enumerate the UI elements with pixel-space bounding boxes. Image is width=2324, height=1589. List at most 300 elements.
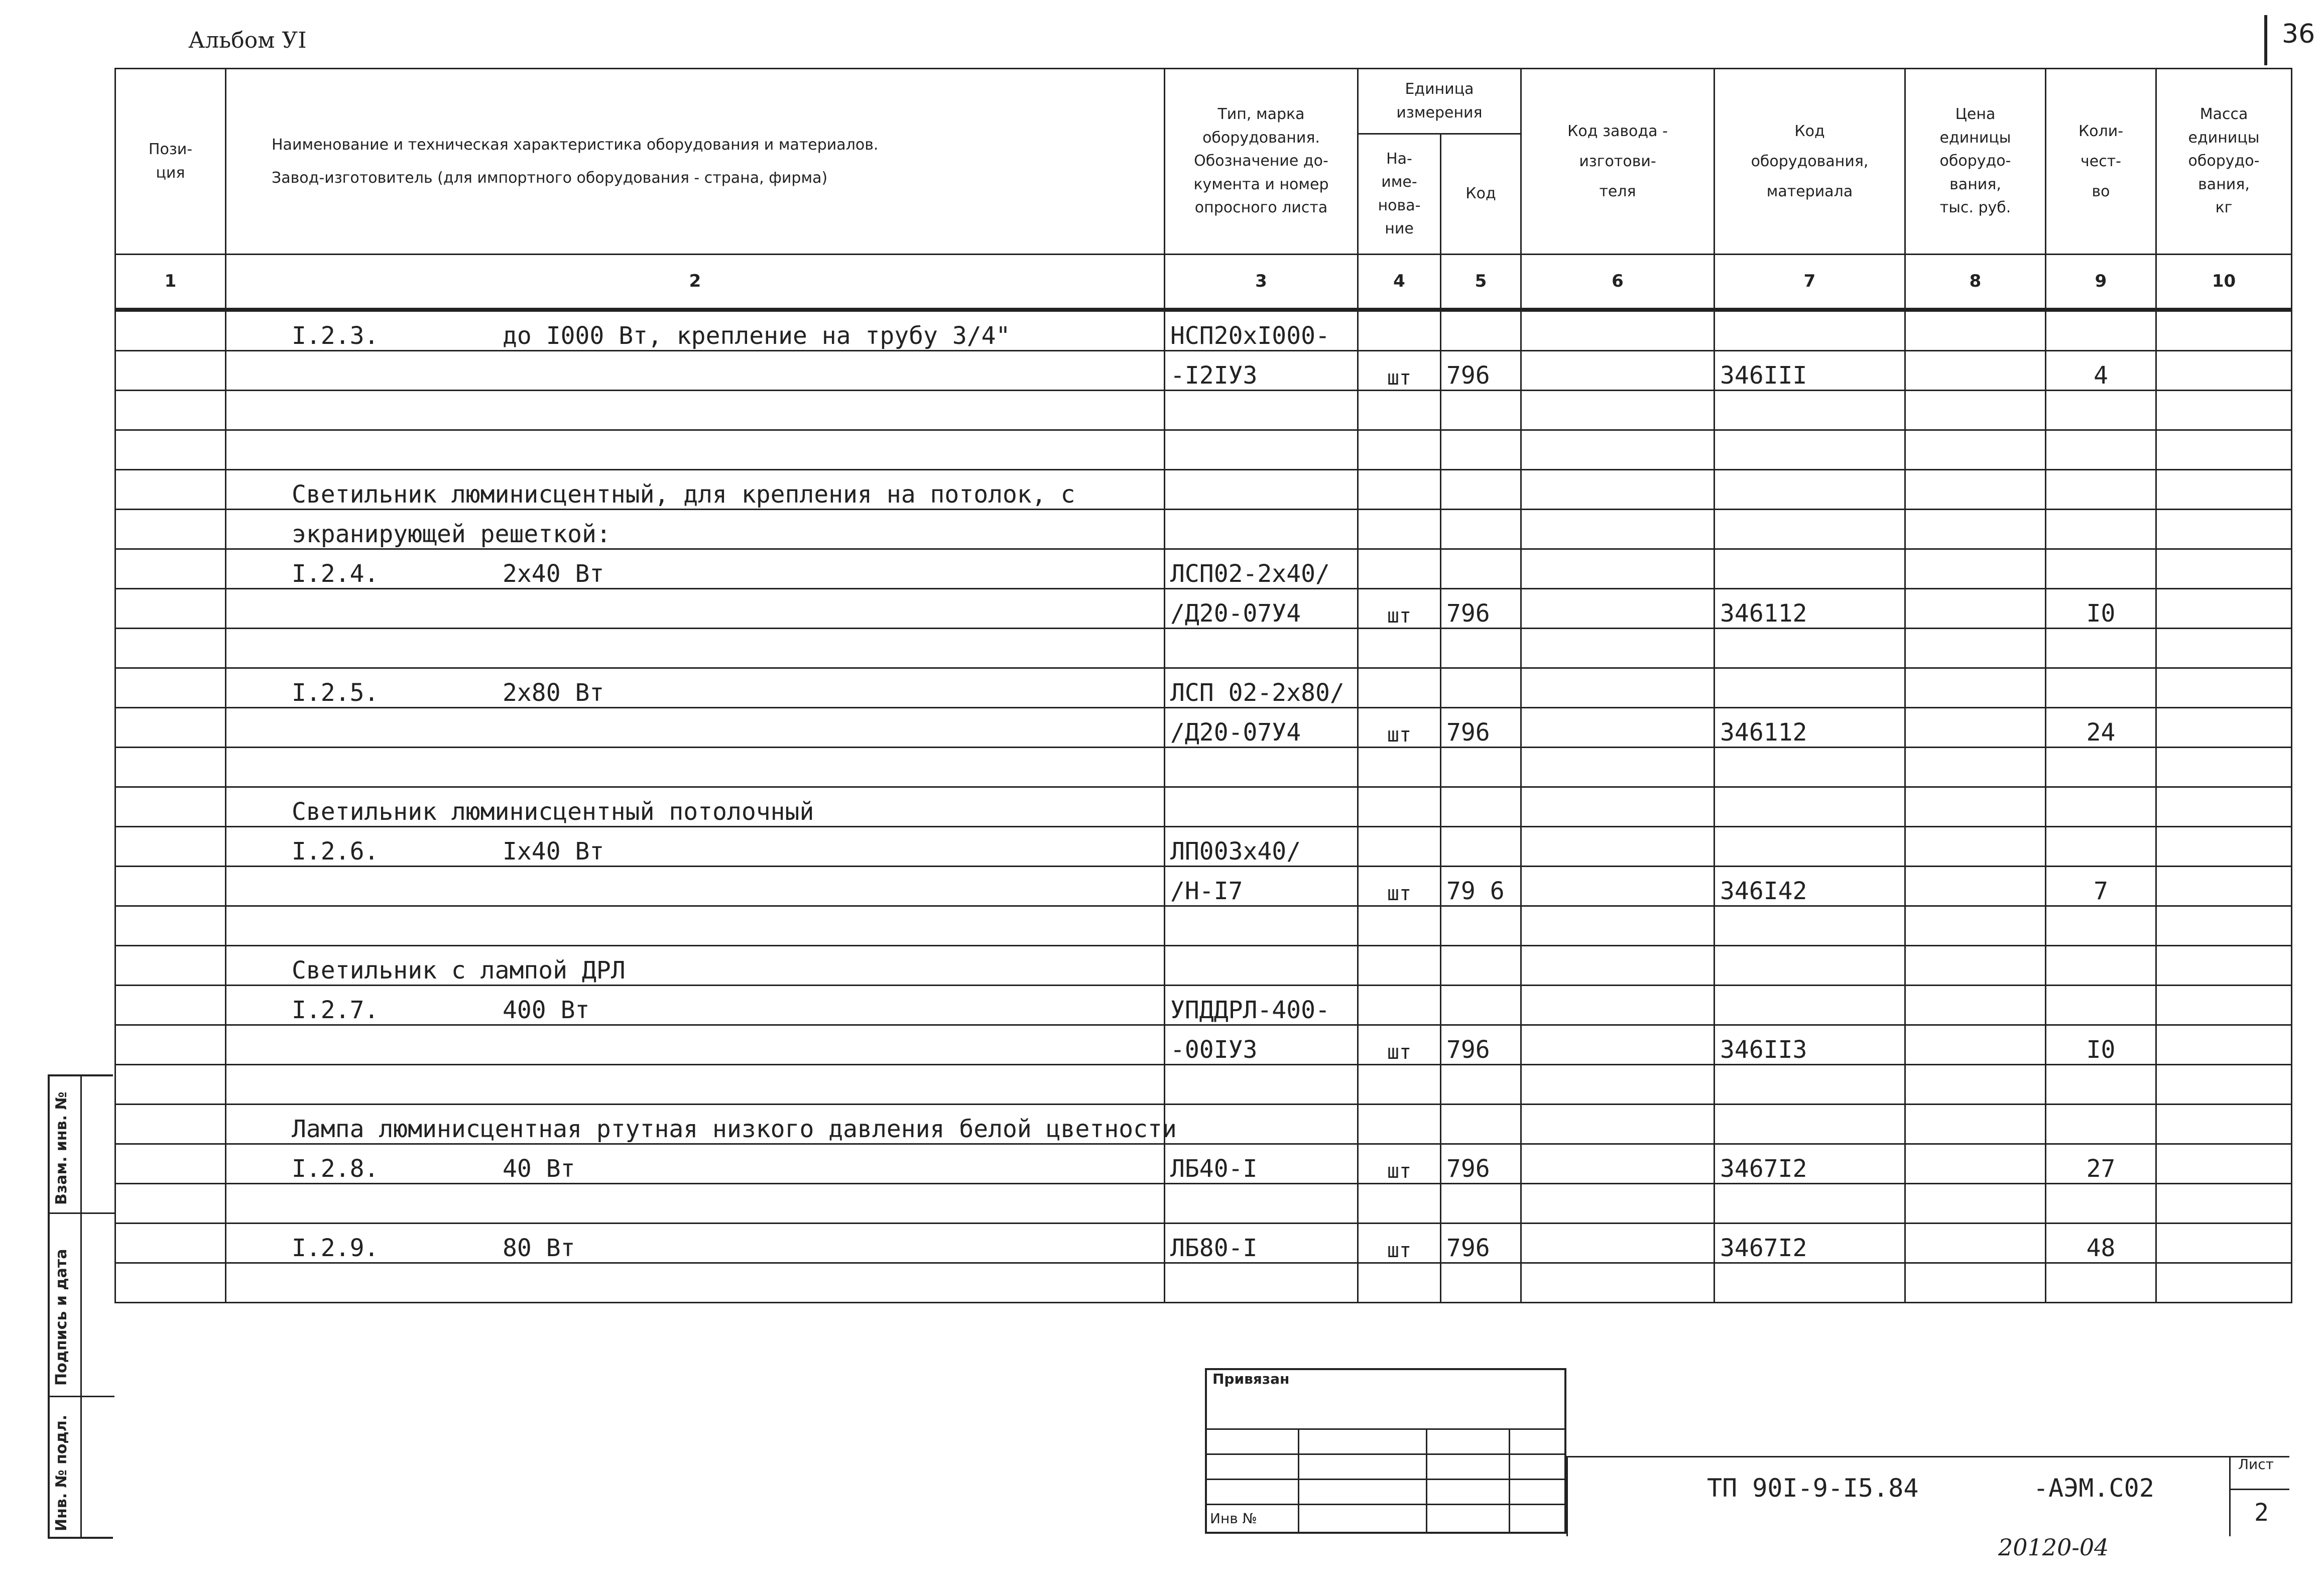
- cell-qty: [2046, 946, 2156, 986]
- cell-empty: [115, 391, 226, 430]
- cell-empty: [1521, 748, 1715, 787]
- cell-equip: 346112: [1715, 589, 1905, 629]
- cell-code: [1441, 1105, 1521, 1144]
- cell-type: /Д20-07У4: [1165, 589, 1358, 629]
- cell-type: [1165, 906, 1358, 946]
- cell-qty: 48: [2046, 1224, 2156, 1263]
- cell-empty: [2156, 1263, 2292, 1303]
- cell-code: [1441, 310, 1521, 351]
- cell-unit: шт: [1358, 867, 1441, 906]
- table-row: [115, 986, 2292, 1025]
- cell-empty: [115, 946, 226, 986]
- sheet-label: Лист: [2238, 1456, 2274, 1473]
- cell-code: 796: [1441, 351, 1521, 391]
- cell-name: [226, 1105, 1177, 1144]
- table-row: [115, 708, 2292, 748]
- binding-stamp-title: Привязан: [1212, 1371, 1290, 1387]
- side-label-signature-date: Подпись и дата: [53, 1249, 70, 1386]
- cell-unit: шт: [1358, 1025, 1441, 1065]
- cell-empty: [2156, 906, 2292, 946]
- column-number-1: 1: [115, 255, 226, 310]
- cell-empty: [1521, 1224, 1715, 1263]
- cell-empty: [115, 1105, 226, 1144]
- cell-empty: [115, 827, 226, 867]
- cell-qty: [2046, 391, 2156, 430]
- cell-empty: [115, 787, 226, 827]
- cell-empty: [1521, 708, 1715, 748]
- cell-unit: шт: [1358, 589, 1441, 629]
- table-row: [115, 589, 2292, 629]
- cell-empty: [2156, 351, 2292, 391]
- cell-code: 796: [1441, 1144, 1521, 1184]
- cell-name: [226, 1065, 1165, 1105]
- cell-empty: [1521, 1263, 1715, 1303]
- table-row: [115, 867, 2292, 906]
- header-type: Тип, марка оборудования. Обозначение до- кумента и номер опросного листа: [1165, 69, 1358, 255]
- cell-type: [1165, 1105, 1358, 1144]
- cell-empty: [1521, 470, 1715, 510]
- cell-description: Светильник люминисцентный потолочный: [292, 798, 814, 826]
- cell-empty: [1521, 391, 1715, 430]
- cell-position: I.2.3.: [292, 322, 379, 350]
- cell-code: [1441, 470, 1521, 510]
- column-number-2: 2: [226, 255, 1165, 310]
- cell-equip: 346I42: [1715, 867, 1905, 906]
- cell-unit: [1358, 906, 1441, 946]
- cell-empty: [1521, 589, 1715, 629]
- cell-empty: [1905, 391, 2046, 430]
- cell-qty: [2046, 629, 2156, 668]
- cell-code: 796: [1441, 1224, 1521, 1263]
- cell-empty: [115, 351, 226, 391]
- cell-position: I.2.9.: [292, 1234, 379, 1262]
- cell-type: ЛБ40-I: [1165, 1144, 1358, 1184]
- cell-code: [1441, 748, 1521, 787]
- cell-equip: [1715, 1065, 1905, 1105]
- cell-empty: [1905, 787, 2046, 827]
- cell-code: [1441, 668, 1521, 708]
- cell-type: [1165, 787, 1358, 827]
- cell-code: 79 6: [1441, 867, 1521, 906]
- cell-equip: [1715, 310, 1905, 351]
- cell-qty: 27: [2046, 1144, 2156, 1184]
- album-label: Альбом УІ: [188, 28, 307, 53]
- cell-qty: I0: [2046, 589, 2156, 629]
- cell-empty: [1905, 986, 2046, 1025]
- cell-equip: [1715, 668, 1905, 708]
- cell-name: [226, 470, 1165, 510]
- cell-description: Светильник с лампой ДРЛ: [292, 956, 626, 985]
- cell-description: до I000 Вт, крепление на трубу 3/4": [503, 322, 1011, 350]
- cell-unit: [1358, 827, 1441, 867]
- cell-name: [226, 629, 1165, 668]
- cell-name: [226, 708, 1165, 748]
- cell-unit: [1358, 391, 1441, 430]
- cell-empty: [115, 1184, 226, 1224]
- cell-empty: [1521, 351, 1715, 391]
- cell-name: [226, 787, 1165, 827]
- cell-empty: [1905, 510, 2046, 549]
- cell-position: I.2.8.: [292, 1155, 379, 1183]
- cell-empty: [2156, 589, 2292, 629]
- cell-unit: [1358, 986, 1441, 1025]
- cell-empty: [2156, 946, 2292, 986]
- header-price: Цена единицы оборудо- вания, тыс. руб.: [1905, 69, 2046, 255]
- cell-type: [1165, 629, 1358, 668]
- cell-empty: [2156, 668, 2292, 708]
- cell-qty: [2046, 1105, 2156, 1144]
- cell-equip: [1715, 1184, 1905, 1224]
- cell-name: [226, 1144, 1165, 1184]
- cell-qty: [2046, 748, 2156, 787]
- cell-empty: [2156, 708, 2292, 748]
- cell-empty: [2156, 787, 2292, 827]
- table-row: [115, 748, 2292, 787]
- cell-empty: [115, 510, 226, 549]
- cell-qty: [2046, 668, 2156, 708]
- table-row: [115, 1065, 2292, 1105]
- cell-empty: [115, 1144, 226, 1184]
- header-plant-code: Код завода - изготови- теля: [1521, 69, 1715, 255]
- cell-empty: [115, 629, 226, 668]
- cell-empty: [1521, 1144, 1715, 1184]
- cell-empty: [1905, 1224, 2046, 1263]
- cell-unit: [1358, 787, 1441, 827]
- cell-unit: шт: [1358, 1224, 1441, 1263]
- cell-qty: [2046, 1263, 2156, 1303]
- cell-type: -I2IУ3: [1165, 351, 1358, 391]
- cell-empty: [2156, 1144, 2292, 1184]
- cell-empty: [1521, 430, 1715, 470]
- cell-qty: 7: [2046, 867, 2156, 906]
- table-row: [115, 1025, 2292, 1065]
- cell-equip: [1715, 906, 1905, 946]
- cell-equip: [1715, 1105, 1905, 1144]
- header-mass: Масса единицы оборудо- вания, кг: [2156, 69, 2292, 255]
- table-row: [115, 1263, 2292, 1303]
- cell-empty: [115, 1065, 226, 1105]
- cell-empty: [115, 549, 226, 589]
- header-quantity: Коли- чест- во: [2046, 69, 2156, 255]
- cell-unit: [1358, 946, 1441, 986]
- column-number-3: 3: [1165, 255, 1358, 310]
- cell-empty: [1521, 787, 1715, 827]
- column-number-7: 7: [1715, 255, 1905, 310]
- cell-empty: [1905, 827, 2046, 867]
- cell-unit: [1358, 668, 1441, 708]
- cell-empty: [1521, 1025, 1715, 1065]
- cell-empty: [2156, 1224, 2292, 1263]
- cell-empty: [1905, 668, 2046, 708]
- cell-unit: шт: [1358, 708, 1441, 748]
- cell-empty: [1521, 510, 1715, 549]
- document-suffix: -АЭМ.С02: [2033, 1474, 2154, 1503]
- cell-empty: [1905, 1025, 2046, 1065]
- cell-name: [226, 1263, 1165, 1303]
- table-row: [115, 391, 2292, 430]
- cell-empty: [115, 1025, 226, 1065]
- cell-equip: [1715, 946, 1905, 986]
- cell-empty: [2156, 867, 2292, 906]
- cell-code: [1441, 787, 1521, 827]
- cell-empty: [1521, 668, 1715, 708]
- cell-unit: [1358, 1184, 1441, 1224]
- cell-equip: [1715, 1263, 1905, 1303]
- table-row: [115, 1105, 2292, 1144]
- cell-empty: [1905, 867, 2046, 906]
- cell-empty: [115, 470, 226, 510]
- cell-name: [226, 510, 1165, 549]
- table-row: [115, 906, 2292, 946]
- cell-type: УПДДРЛ-400-: [1165, 986, 1358, 1025]
- cell-equip: [1715, 986, 1905, 1025]
- cell-empty: [2156, 470, 2292, 510]
- cell-description: экранирующей решеткой:: [292, 520, 611, 548]
- header-position: Пози- ция: [115, 69, 226, 255]
- cell-name: [226, 351, 1165, 391]
- cell-unit: [1358, 510, 1441, 549]
- cell-empty: [2156, 310, 2292, 351]
- cell-code: 796: [1441, 589, 1521, 629]
- cell-qty: [2046, 787, 2156, 827]
- cell-empty: [1905, 1065, 2046, 1105]
- cell-empty: [1521, 1105, 1715, 1144]
- cell-empty: [1905, 1144, 2046, 1184]
- header-unit-code: Код: [1441, 134, 1521, 255]
- cell-empty: [1521, 827, 1715, 867]
- cell-name: [226, 1025, 1165, 1065]
- header-name: Наименование и техническая характеристика оборудования и материалов. Завод-изготовитель (для импортного оборудования - страна, фирма): [226, 69, 1165, 255]
- cell-unit: [1358, 310, 1441, 351]
- cell-qty: [2046, 906, 2156, 946]
- cell-name: [226, 827, 1165, 867]
- cell-name: [226, 748, 1165, 787]
- table-row: [115, 430, 2292, 470]
- specification-table: [114, 68, 2292, 1303]
- cell-type: ЛСП02-2х40/: [1165, 549, 1358, 589]
- cell-code: [1441, 1263, 1521, 1303]
- cell-empty: [1905, 470, 2046, 510]
- cell-empty: [115, 867, 226, 906]
- cell-unit: [1358, 430, 1441, 470]
- cell-name: [226, 310, 1165, 351]
- cell-equip: 3467I2: [1715, 1144, 1905, 1184]
- cell-empty: [1521, 549, 1715, 589]
- cell-equip: [1715, 470, 1905, 510]
- cell-type: [1165, 510, 1358, 549]
- cell-equip: 346II3: [1715, 1025, 1905, 1065]
- column-numbers-row: [115, 255, 2292, 310]
- cell-empty: [1905, 1105, 2046, 1144]
- cell-empty: [2156, 1065, 2292, 1105]
- cell-equip: [1715, 827, 1905, 867]
- cell-empty: [2156, 748, 2292, 787]
- sheet-number: 2: [2254, 1499, 2269, 1527]
- cell-empty: [115, 906, 226, 946]
- cell-qty: [2046, 549, 2156, 589]
- cell-name: [226, 391, 1165, 430]
- cell-type: ЛП003х40/: [1165, 827, 1358, 867]
- cell-unit: шт: [1358, 1144, 1441, 1184]
- cell-equip: 346III: [1715, 351, 1905, 391]
- cell-description: 40 Вт: [503, 1155, 575, 1183]
- cell-type: -00IУ3: [1165, 1025, 1358, 1065]
- cell-qty: [2046, 986, 2156, 1025]
- cell-empty: [115, 310, 226, 351]
- cell-empty: [115, 1224, 226, 1263]
- inventory-label: Инв №: [1210, 1510, 1257, 1527]
- table-row: [115, 310, 2292, 351]
- cell-type: ЛБ80-I: [1165, 1224, 1358, 1263]
- cell-empty: [2156, 430, 2292, 470]
- cell-name: [226, 867, 1165, 906]
- cell-empty: [1905, 310, 2046, 351]
- cell-empty: [115, 708, 226, 748]
- table-row: [115, 668, 2292, 708]
- column-number-8: 8: [1905, 255, 2046, 310]
- cell-name: [226, 430, 1165, 470]
- table-row: [115, 787, 2292, 827]
- table-row: [115, 1144, 2292, 1184]
- cell-type: [1165, 1263, 1358, 1303]
- cell-empty: [2156, 1105, 2292, 1144]
- cell-empty: [1521, 1065, 1715, 1105]
- cell-code: [1441, 391, 1521, 430]
- cell-empty: [1905, 1263, 2046, 1303]
- cell-type: [1165, 470, 1358, 510]
- column-number-5: 5: [1441, 255, 1521, 310]
- cell-description: Светильник люминисцентный, для крепления на потолок, с: [292, 480, 1075, 509]
- cell-empty: [1521, 906, 1715, 946]
- header-equipment-code: Код оборудования, материала: [1715, 69, 1905, 255]
- table-row: [115, 1184, 2292, 1224]
- cell-description: 2х80 Вт: [503, 679, 604, 707]
- cell-empty: [1521, 946, 1715, 986]
- cell-empty: [1905, 906, 2046, 946]
- cell-empty: [115, 430, 226, 470]
- cell-type: [1165, 748, 1358, 787]
- document-number: ТП 90I-9-I5.84: [1707, 1474, 1919, 1503]
- cell-empty: [1905, 430, 2046, 470]
- inventory-number: 20120-04: [1998, 1534, 2109, 1561]
- cell-qty: [2046, 430, 2156, 470]
- table-row: [115, 946, 2292, 986]
- cell-code: [1441, 827, 1521, 867]
- column-number-10: 10: [2156, 255, 2292, 310]
- cell-equip: [1715, 549, 1905, 589]
- column-number-6: 6: [1521, 255, 1715, 310]
- cell-qty: [2046, 510, 2156, 549]
- cell-code: 796: [1441, 1025, 1521, 1065]
- cell-code: 796: [1441, 708, 1521, 748]
- table-row: [115, 629, 2292, 668]
- cell-empty: [1905, 708, 2046, 748]
- header-unit-name: На- име- нова- ние: [1358, 134, 1441, 255]
- column-number-9: 9: [2046, 255, 2156, 310]
- cell-empty: [1905, 351, 2046, 391]
- cell-empty: [2156, 549, 2292, 589]
- cell-qty: [2046, 470, 2156, 510]
- cell-empty: [1521, 629, 1715, 668]
- table-row: [115, 351, 2292, 391]
- table-row: [115, 549, 2292, 589]
- cell-empty: [1905, 1184, 2046, 1224]
- page-number: 36: [2282, 19, 2315, 49]
- cell-empty: [1521, 986, 1715, 1025]
- cell-code: [1441, 510, 1521, 549]
- table-row: [115, 510, 2292, 549]
- cell-qty: [2046, 827, 2156, 867]
- cell-equip: 346112: [1715, 708, 1905, 748]
- cell-code: [1441, 1065, 1521, 1105]
- cell-qty: [2046, 310, 2156, 351]
- cell-name: [226, 549, 1165, 589]
- cell-empty: [1521, 1184, 1715, 1224]
- cell-name: [226, 1224, 1165, 1263]
- cell-unit: [1358, 549, 1441, 589]
- table-row: [115, 827, 2292, 867]
- cell-empty: [1905, 629, 2046, 668]
- cell-empty: [1905, 549, 2046, 589]
- cell-type: [1165, 1065, 1358, 1105]
- cell-description: 2х40 Вт: [503, 560, 604, 588]
- cell-empty: [115, 748, 226, 787]
- cell-name: [226, 1184, 1165, 1224]
- table-body: [115, 310, 2292, 1303]
- cell-description: Лампа люминисцентная ртутная низкого давления белой цветности: [292, 1115, 1177, 1143]
- cell-equip: [1715, 430, 1905, 470]
- cell-name: [226, 906, 1165, 946]
- cell-qty: [2046, 1065, 2156, 1105]
- cell-name: [226, 589, 1165, 629]
- cell-equip: [1715, 391, 1905, 430]
- cell-type: [1165, 946, 1358, 986]
- cell-qty: 4: [2046, 351, 2156, 391]
- cell-qty: I0: [2046, 1025, 2156, 1065]
- cell-description: 80 Вт: [503, 1234, 575, 1262]
- cell-unit: [1358, 1263, 1441, 1303]
- cell-qty: [2046, 1184, 2156, 1224]
- cell-name: [226, 946, 1165, 986]
- cell-description: 400 Вт: [503, 996, 590, 1024]
- side-label-original-inv: Инв. № подл.: [53, 1414, 70, 1531]
- cell-unit: [1358, 1105, 1441, 1144]
- cell-unit: [1358, 1065, 1441, 1105]
- cell-position: I.2.4.: [292, 560, 379, 588]
- cell-empty: [115, 986, 226, 1025]
- cell-empty: [1905, 589, 2046, 629]
- cell-unit: [1358, 470, 1441, 510]
- cell-empty: [1521, 867, 1715, 906]
- cell-empty: [1905, 748, 2046, 787]
- cell-position: I.2.7.: [292, 996, 379, 1024]
- cell-empty: [115, 589, 226, 629]
- cell-empty: [2156, 629, 2292, 668]
- cell-empty: [115, 668, 226, 708]
- cell-equip: 3467I2: [1715, 1224, 1905, 1263]
- cell-empty: [2156, 1184, 2292, 1224]
- cell-code: [1441, 549, 1521, 589]
- cell-type: НСП20хI000-: [1165, 310, 1358, 351]
- cell-empty: [2156, 1025, 2292, 1065]
- cell-code: [1441, 946, 1521, 986]
- cell-empty: [2156, 510, 2292, 549]
- cell-unit: [1358, 629, 1441, 668]
- cell-code: [1441, 430, 1521, 470]
- cell-name: [226, 668, 1165, 708]
- table-row: [115, 1224, 2292, 1263]
- cell-type: [1165, 1184, 1358, 1224]
